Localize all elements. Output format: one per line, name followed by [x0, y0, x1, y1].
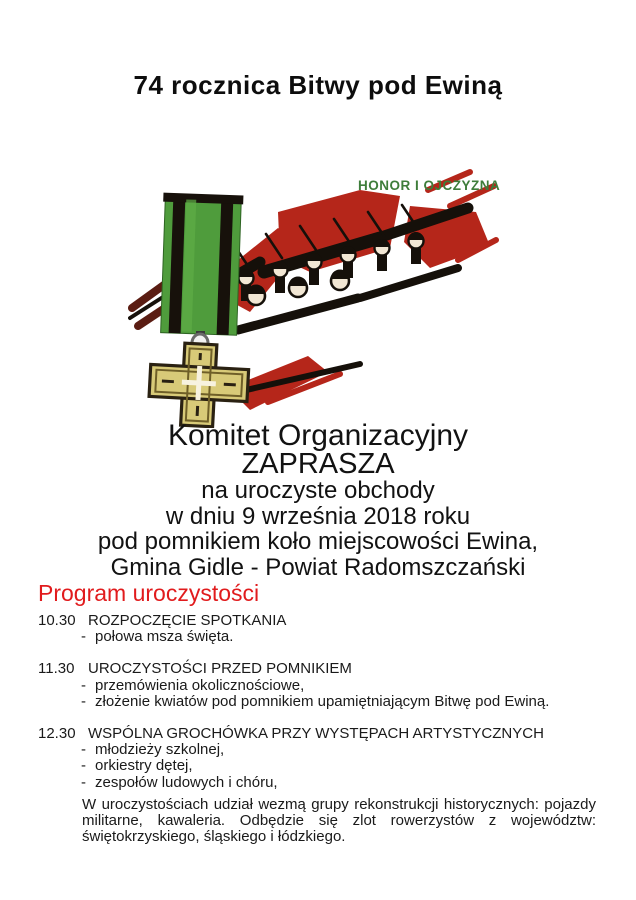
invite-line: Gmina Gidle - Powiat Radomszczański	[110, 553, 526, 581]
dash-bullet: -	[81, 773, 86, 791]
invite-line: na uroczyste obchody	[201, 477, 435, 504]
program-detail-text: połowa msza święta.	[95, 628, 234, 646]
dash-bullet: -	[81, 692, 86, 710]
program-detail	[38, 742, 598, 758]
program-detail-text: zespołów ludowych i chóru,	[95, 773, 278, 791]
program-schedule	[38, 613, 598, 807]
program-detail	[38, 694, 598, 710]
dash-bullet: -	[81, 741, 86, 759]
invite-line: Komitet Organizacyjny	[167, 419, 469, 452]
medal-illustration	[128, 150, 512, 428]
program-time: 11.30	[38, 660, 75, 678]
grunwald-cross	[148, 341, 250, 428]
page-title: 74 rocznica Bitwy pod Ewiną	[133, 70, 503, 100]
program-heading: Program uroczystości	[38, 580, 260, 606]
program-item-head	[38, 613, 598, 629]
program-item-head	[38, 661, 598, 677]
program-detail	[38, 775, 598, 791]
invite-line: pod pomnikiem koło miejscowości Ewina,	[97, 528, 539, 555]
program-item-title: ROZPOCZĘCIE SPOTKANIA	[88, 612, 287, 629]
dash-bullet: -	[81, 628, 86, 646]
program-detail-text: orkiestry dętej,	[95, 757, 193, 775]
program-time: 12.30	[38, 725, 76, 743]
medal-ribbon	[159, 193, 244, 336]
program-item-head	[38, 726, 598, 742]
program-item	[38, 613, 598, 645]
program-detail-text: złożenie kwiatów pod pomnikiem upamiętniającym Bitwę pod Ewiną.	[95, 692, 550, 710]
invite-line: w dniu 9 września 2018 roku	[165, 502, 471, 530]
program-item-title: UROCZYSTOŚCI PRZED POMNIKIEM	[88, 660, 352, 678]
program-detail-text: młodzieży szkolnej,	[95, 741, 225, 759]
program-detail	[38, 629, 598, 645]
invite-line: ZAPRASZA	[241, 448, 395, 480]
program-detail	[38, 758, 598, 774]
dash-bullet: -	[81, 676, 86, 694]
program-item	[38, 726, 598, 791]
program-detail-text: przemówienia okolicznościowe,	[95, 676, 305, 694]
program-item-title: WSPÓLNA GROCHÓWKA PRZY WYSTĘPACH ARTYSTYCZNYCH	[88, 725, 544, 743]
medal-soldiers-graphic	[128, 150, 512, 428]
program-time: 10.30	[38, 612, 76, 629]
program-detail	[38, 678, 598, 694]
program-item	[38, 661, 598, 710]
invitation-block	[0, 421, 636, 580]
closing-paragraph: W uroczystościach udział wezmą grupy rekonstrukcji historycznych: pojazdy militarne, kawaleria. Odbędzie się zlot rowerzystów z województw: świętokrzyskiego, śląskiego i łódzkiego.	[82, 796, 596, 845]
dash-bullet: -	[81, 757, 86, 775]
motto-text: HONOR I OJCZYZNA	[358, 178, 501, 193]
